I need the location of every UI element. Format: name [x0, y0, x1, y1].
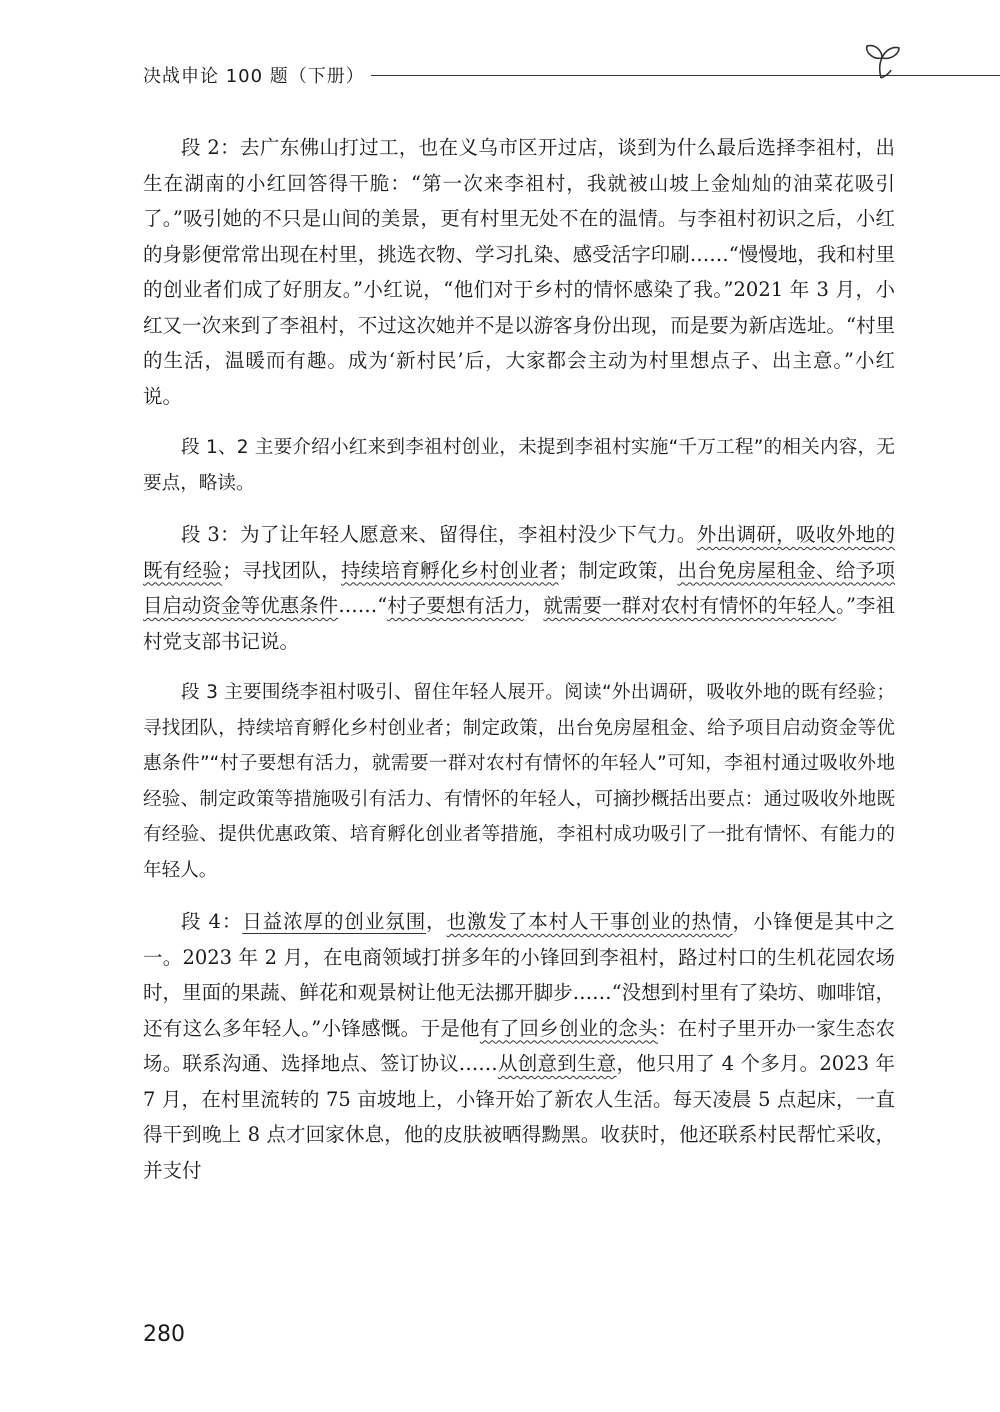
- paragraph-seg3: [143, 517, 895, 659]
- seg4-text: ，: [426, 910, 447, 933]
- wavy-underlined-phrase: 有了回乡创业的念头: [479, 1016, 658, 1040]
- running-header: [143, 58, 903, 94]
- seg3-text: ……“: [338, 594, 388, 617]
- seg3-text: 。”李祖村党支部书记说。: [143, 594, 895, 653]
- analysis12-text: 段 1、2 主要介绍小红来到李祖村创业，未提到李祖村实施“千万工程”的相关内容，无要点，略读。: [143, 437, 895, 494]
- wavy-underlined-phrase: 出台免房屋租金、给予项目启动资金等优惠条件: [143, 558, 895, 617]
- seg3-text: 段 3：为了让年轻人愿意来、留得住，李祖村没少下气力。: [181, 523, 697, 546]
- seg2-text: 段 2：去广东佛山打过工，也在义乌市区开过店，谈到为什么最后选择李祖村，出生在湖南的小红回答得干脆：“第一次来李祖村，我就被山坡上金灿灿的油菜花吸引了。”吸引她的不只是山间的美景，更有村里无处不在的温情。与李祖村初识之后，小红的身影便常常出现在村里，挑选衣物、学习扎染、感受活字印刷……“慢慢地，我和村里的创业者们成了好朋友。”小红说，“他们对于乡村的情怀感染了我。”2021 年 3 月，小红又一次来到了李祖村，不过这次她并不是以游客身份出现，而是要为新店选址。“村里的生活，温暖而有趣。成为‘新村民’后，大家都会主动为村里想点子、出主意。”小红说。: [143, 136, 895, 408]
- analysis-seg3: [143, 675, 895, 888]
- analysis-seg1-2: [143, 430, 895, 501]
- wavy-underlined-phrase: 持续培育孵化乡村创业者: [340, 558, 559, 582]
- page-body: [143, 130, 895, 1204]
- seg4-text: ，他只用了 4 个多月。2023 年 7 月，在村里流转的 75 亩坡地上，小锋开始了新农人生活。每天凌晨 5 点起床，一直得干到晚上 8 点才回家休息，他的皮肤被晒得黝黑。收获时，他还联系村民帮忙采收，并支付: [143, 1052, 895, 1182]
- analysis3-text: 段 3 主要围绕李祖村吸引、留住年轻人展开。阅读“外出调研，吸收外地的既有经验；寻找团队，持续培育孵化乡村创业者；制定政策，出台免房屋租金、给予项目启动资金等优惠条件”“村子要想有活力，就需要一群对农村有情怀的年轻人”可知，李祖村通过吸收外地经验、制定政策等措施吸引有活力、有情怀的年轻人，可摘抄概括出要点：通过吸收外地既有经验、提供优惠政策、培育孵化创业者等措施，李祖村成功吸引了一批有情怀、有能力的年轻人。: [143, 682, 895, 881]
- seg4-text: ：在村子里开办一家生态农场。联系沟通、选择地点、签订协议……: [143, 1016, 895, 1075]
- wavy-underlined-phrase: 也激发了本村人干事创业的热情: [446, 910, 733, 933]
- wavy-underlined-phrase: 村子要想有活力: [387, 594, 524, 617]
- wavy-underlined-phrase: 外出调研，吸收外地的既有经验: [143, 523, 895, 582]
- paragraph-seg2: [143, 130, 895, 414]
- underlined-phrase: 日益浓厚的创业氛围: [242, 910, 427, 933]
- seg3-text: ，: [523, 594, 544, 617]
- paragraph-seg4: [143, 904, 895, 1188]
- seg3-text: ；寻找团队，: [222, 558, 341, 582]
- seg4-text: ，小锋便是其中之一。2023 年 2 月，在电商领域打拼多年的小锋回到李祖村，路过村口的生机花园农场时，里面的果蔬、鲜花和观景树让他无法挪开脚步……“没想到村里有了染坊、咖啡馆，还有这么多年轻人。”小锋感慨。于是他: [143, 910, 895, 1040]
- seg4-text: 段 4：: [181, 910, 243, 933]
- wavy-underlined-phrase: 从创意到生意: [497, 1052, 617, 1075]
- page-number: 280: [143, 1322, 185, 1347]
- seg3-text: ；制定政策，: [558, 558, 678, 582]
- wavy-underlined-phrase: 就需要一群对农村有情怀的年轻人: [543, 594, 837, 617]
- book-title: 决战申论 100 题（下册）: [143, 66, 365, 87]
- sprout-icon: [855, 40, 909, 80]
